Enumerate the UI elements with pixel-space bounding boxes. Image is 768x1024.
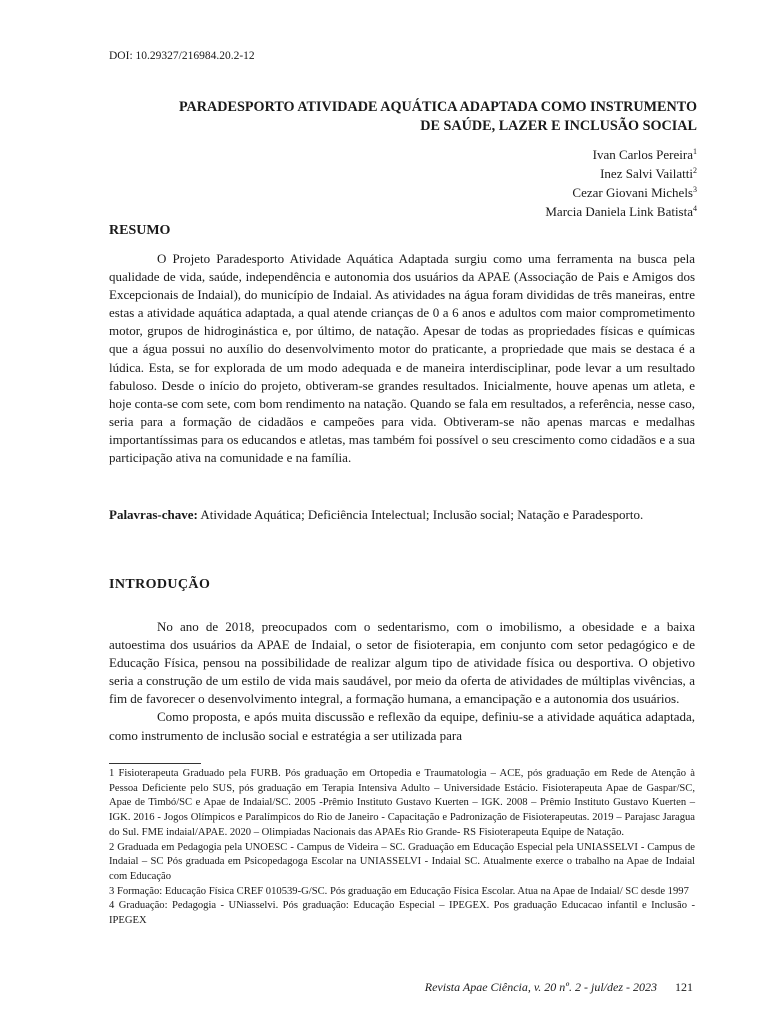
journal-citation: Revista Apae Ciência, v. 20 nº. 2 - jul/dez - 2023	[424, 980, 657, 994]
footnote: 1 Fisioterapeuta Graduado pela FURB. Pós graduação em Ortopedia e Traumatologia – ACE, pós graduação em Rede de Atenção à Pessoa Deficiente pelo SUS, pós graduação em Terapia Intensiva Adulto – Universidade Estácio. Fisioterapeuta Apae de Gaspar/SC, Apae de Timbó/SC e Apae de Indaial/SC. 2005 -Prêmio Instituto Gustavo Kuerten – IGK. 2008 – Prêmio Instituto Gustavo Kuerten – IGK. 2016 - Jogos Olímpicos e Paralímpicos do Rio de Janeiro - Capacitação e Padronização de Fisioterapeutas. 2019 – Parajasc Jaragua do Sul. FME indaial/APAE. 2020 – Olimpiadas Nacionais das APAEs Rio Grande- RS Fisioterapeuta Equipe de Natação.	[109, 768, 695, 838]
author	[109, 202, 697, 221]
keywords-label: Palavras-chave:	[109, 507, 198, 522]
article-title	[109, 98, 697, 136]
footnote: 4 Graduação: Pedagogia - UNiasselvi. Pós graduação: Educação Especial – IPEGEX. Pos graduação Educacao infantil e Inclusão - IPEGEX	[109, 900, 695, 927]
author	[109, 145, 697, 164]
author-list	[109, 145, 697, 221]
footnote-separator	[109, 763, 201, 764]
author-footnote-mark: 4	[693, 204, 697, 213]
author-name: Marcia Daniela Link Batista	[545, 204, 693, 219]
introducao-paragraph: No ano de 2018, preocupados com o sedentarismo, com o imobilismo, a obesidade e a baixa autoestima dos usuários da APAE de Indaial, o setor de fisioterapia, em conjunto com setor pedagógico e de Educação Física, pensou na possibilidade de realizar algum tipo de atividade física ou desportiva. O objetivo seria a construção de um estilo de vida mais saudável, por meio da oferta de atividades de múltiplas vivências, a fim de favorecer o desenvolvimento integral, a formação humana, a emancipação e a autonomia dos usuários.	[109, 619, 695, 707]
footnote: 3 Formação: Educação Física CREF 010539-G/SC. Pós graduação em Educação Física Escolar. Atua na Apae de Indaial/ SC desde 1997	[109, 885, 689, 897]
keywords	[109, 506, 695, 524]
footnotes	[109, 767, 695, 929]
author-name: Ivan Carlos Pereira	[592, 147, 693, 162]
article-title-line-2: DE SAÚDE, LAZER E INCLUSÃO SOCIAL	[420, 118, 697, 134]
author-footnote-mark: 1	[693, 147, 697, 156]
resumo-heading: RESUMO	[109, 223, 171, 238]
author	[109, 164, 697, 183]
author-footnote-mark: 2	[693, 166, 697, 175]
introducao-paragraph: Como proposta, e após muita discussão e reflexão da equipe, definiu-se a atividade aquática adaptada, como instrumento de inclusão social e estratégia a ser utilizada para	[109, 709, 695, 743]
page-footer	[425, 980, 693, 995]
keywords-text: Atividade Aquática; Deficiência Intelectual; Inclusão social; Natação e Paradesporto.	[197, 507, 644, 522]
doi: DOI: 10.29327/216984.20.2-12	[109, 50, 255, 62]
author-footnote-mark: 3	[693, 185, 697, 194]
author-name: Inez Salvi Vailatti	[600, 166, 693, 181]
footnote: 2 Graduada em Pedagogia pela UNOESC - Campus de Videira – SC. Graduação em Educação Especial pela UNIASSELVI - Campus de Indaial – SC Pós graduada em Psicopedagoga Escolar na UNIASSELVI - Indaial SC. Atualmente exerce o trabalho na Apae de Indaial com Educação	[109, 841, 695, 882]
page-number: 121	[675, 980, 693, 994]
introducao-heading: INTRODUÇÃO	[109, 577, 211, 592]
article-title-line-1: PARADESPORTO ATIVIDADE AQUÁTICA ADAPTADA COMO INSTRUMENTO	[178, 99, 697, 115]
author-name: Cezar Giovani Michels	[572, 185, 693, 200]
introducao-body	[109, 618, 695, 745]
resumo-paragraph: O Projeto Paradesporto Atividade Aquática Adaptada surgiu como uma ferramenta na busca pela qualidade de vida, saúde, independência e autonomia dos usuários da APAE (Associação de Pais e Amigos dos Excepcionais de Indaial), do município de Indaial. As atividades na água foram divididas de três maneiras, entre estas a atividade aquática adaptada, a qual atende crianças de 0 a 6 anos e adultos com maior comprometimento motor, grupos de hidroginástica e, por último, de natação. Apesar de todas as propriedades físicas e químicas que a água possui no auxílio do desenvolvimento motor do praticante, a propriedade que mais se destaca é a lúdica. Esta, se for explorada de um modo adequada e de maneira interdisciplinar, pode levar a um resultado fabuloso. Desde o início do projeto, obtiveram-se grandes resultados. Inicialmente, houve apenas um atleta, e hoje conta-se com sete, com bom rendimento na natação. Quando se fala em resultados, a referência, nesse caso, seria para a formação de cidadãos e campeões para vida. Obtiveram-se não apenas marcas e medalhas importantíssimas para os educandos e atletas, mas também foi possível o seu crescimento como cidadãos e a sua participação ativa na comunidade e na família.	[109, 251, 695, 466]
author	[109, 183, 697, 202]
